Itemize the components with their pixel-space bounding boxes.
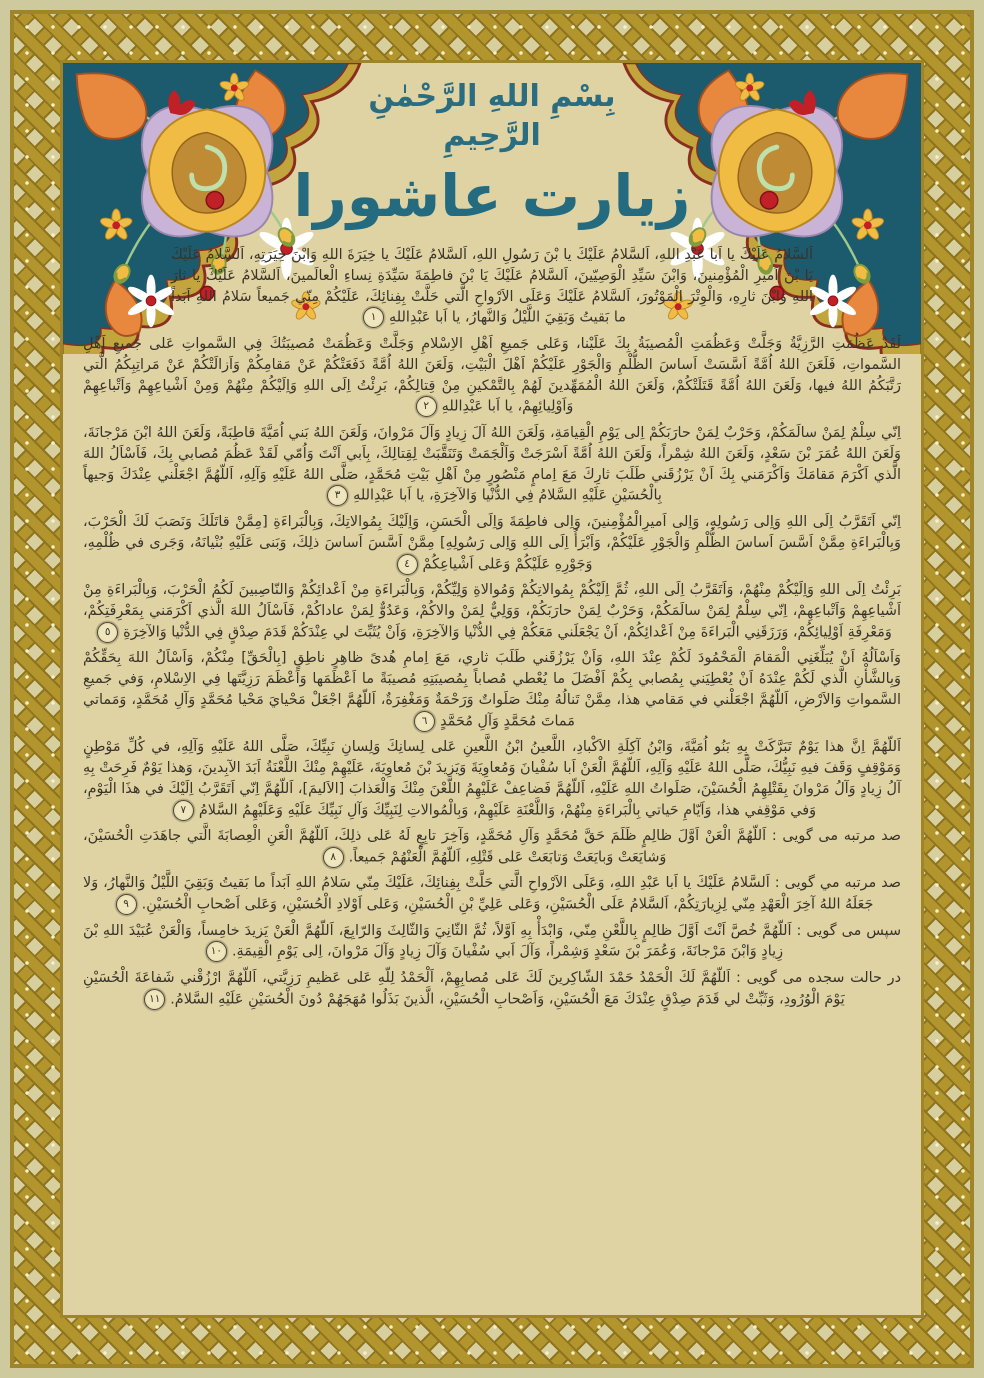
verse-number-badge: ٥ bbox=[97, 622, 118, 643]
ziyarat-paragraph-10 bbox=[83, 921, 901, 963]
paragraph-text: وَاَسْاَلُهُ اَنْ يُبَلِّغَنِي الْمَقامَ الْمَحْمُودَ لَكُمْ عِنْدَ اللهِ، وَاَنْ يَرْزُقَني طَلَبَ ثاري، مَعَ اِمامِ هُدىً ظاهِرٍ ناطِقٍ [بِالْحَقِّ] مِنْكُمْ، وَاَسْاَلُ اللهَ بِحَقِّكُمْ وَبِالشَّأْنِ الَّذي لَكُمْ عِنْدَهُ اَنْ يُعْطِيَني بِمُصابي بِكُمْ اَفْضَلَ ما يُعْطي مُصاباً بِمُصيبَتِهِ مُصيبَةً ما اَعْظَمَها وَاَعْظَمَ رَزِيَّتَها فِي الاِسْلامِ، وَفي جَميعِ السَّمواتِ وَالاَرْضِ، اَللّهُمَّ اجْعَلْني في مَقامي هذا، مِمَّنْ تَنالُهُ مِنْكَ صَلَواتٌ وَرَحْمَةٌ وَمَغْفِرَةٌ، اَللّهُمَّ اجْعَلْ مَحْيايَ مَحْيا مُحَمَّدٍ وَآلِ مُحَمَّدٍ، وَمَماتي مَماتَ مُحَمَّدٍ وَآلِ مُحَمَّدٍ bbox=[83, 650, 901, 730]
ziyarat-text bbox=[83, 245, 901, 1010]
ziyarat-paragraph-8 bbox=[83, 826, 901, 868]
instruction-label: در حالت سجده مى گويى : bbox=[736, 969, 901, 986]
ziyarat-paragraph-3 bbox=[83, 423, 901, 507]
page bbox=[60, 60, 924, 1318]
page-title: زيارت عاشورا bbox=[293, 162, 691, 230]
ziyarat-paragraph-7 bbox=[83, 737, 901, 821]
verse-number-badge: ١١ bbox=[144, 989, 165, 1010]
verse-number-badge: ٨ bbox=[323, 847, 344, 868]
verse-number-badge: ٣ bbox=[327, 485, 348, 506]
instruction-label: صد مرتبه مي گويى : bbox=[774, 875, 902, 892]
bismillah-calligraphy: بِسْمِ اللهِ الرَّحْمٰنِ الرَّحِيمِ bbox=[368, 79, 616, 153]
ziyarat-paragraph-2 bbox=[83, 334, 901, 418]
paragraph-text: لَقَدْ عَظُمَتِ الرَّزِيَّةُ وَجَلَّتْ وَعَظُمَتِ الْمُصيبَةُ بِكَ عَلَيْنا، وَعَلى جَميعِ اَهْلِ الاِسْلامِ وَجَلَّتْ وَعَظُمَتْ مُصيبَتُكَ فِي السَّمواتِ عَلى جَميعِ اَهْلِ السَّمواتِ، فَلَعَنَ اللهُ اُمَّةً اَسَّسَتْ اَساسَ الظُّلْمِ وَالْجَوْرِ عَلَيْكُمْ اَهْلَ الْبَيْتِ، وَلَعَنَ اللهُ اُمَّةً دَفَعَتْكُمْ عَنْ مَقامِكُمْ وَاَزالَتْكُمْ عَنْ مَراتِبِكُمُ الَّتي رَتَّبَكُمُ اللهُ فيها، وَلَعَنَ اللهُ اُمَّةً قَتَلَتْكُمْ، وَلَعَنَ اللهُ الْمُمَهِّدينَ لَهُمْ بِالتَّمْكينِ مِنْ قِتالِكُمْ، بَرِئْتُ اِلَى اللهِ وَاِلَيْكُمْ مِنْهُمْ وَمِنْ اَشْياعِهِمْ وَاَتْباعِهِمْ وَاَوْلِيائِهِمْ، يا اَبا عَبْدِاللهِ bbox=[83, 335, 901, 415]
instruction-label: صد مرتبه مى گويى : bbox=[771, 828, 901, 845]
paragraph-text: اَللّهُمَّ الْعَنْ اَوَّلَ ظالِمٍ ظَلَمَ حَقَّ مُحَمَّدٍ وَآلِ مُحَمَّدٍ، وَآخِرَ تابِعٍ لَهُ عَلى ذلِكَ، اَللّهُمَّ الْعَنِ الْعِصابَةَ الَّتي جاهَدَتِ الْحُسَيْنَ، وَشايَعَتْ وَبايَعَتْ وَتابَعَتْ عَلى قَتْلِهِ، اَللّهُمَّ الْعَنْهُمْ جَميعاً. bbox=[83, 828, 767, 866]
paragraph-text: اِنّي اَتَقَرَّبُ اِلَى اللهِ وَاِلى رَسُولِهِ، وَاِلى اَميرِالْمُؤْمِنينَ، وَاِلى فاطِمَةَ وَاِلَى الْحَسَنِ، وَاِلَيْكَ بِمُوالاتِكَ، وَبِالْبَراءَةِ [مِمَّنْ قاتَلَكَ وَنَصَبَ لَكَ الْحَرْبَ، وَبِالْبَراءَةِ مِمَّنْ اَسَّسَ اَساسَ الظُّلْمِ وَالْجَوْرِ عَلَيْكُمْ، وَاَبْرَأُ اِلَى اللهِ وَاِلى رَسُولِهِ] مِمَّنْ اَسَّسَ اَساسَ ذلِكَ، وَبَنى عَلَيْهِ بُنْيانَهُ، وَجَرى في ظُلْمِهِ، وَجَوْرِهِ عَلَيْكُمْ وَعَلى اَشْياعِكُمْ bbox=[83, 513, 901, 573]
paragraph-text: اَللّهُمَّ خُصَّ اَنْتَ اَوَّلَ ظالِمٍ بِاللَّعْنِ مِنّي، وَابْدَأْ بِهِ اَوَّلاً، ثُمَّ الثّانِيَ وَالثّالِثَ وَالرّابِعَ، اَللّهُمَّ الْعَنْ يَزيدَ خامِساً، وَالْعَنْ عُبَيْدَ اللهِ بْنَ زِيادٍ وَابْنَ مَرْجانَةَ، وَعُمَرَ بْنَ سَعْدٍ وَشِمْراً، وَآلَ اَبي سُفْيانَ وَآلَ زِيادٍ وَآلَ مَرْوانَ، اِلى يَوْمِ الْقِيمَةِ. bbox=[83, 922, 792, 960]
paragraph-text: اَللّهُمَّ لَكَ الْحَمْدُ حَمْدَ الشّاكِرينَ لَكَ عَلى مُصابِهِمْ، اَلْحَمْدُ لِلّهِ عَلى عَظيمِ رَزِيَّتي، اَللّهُمَّ ارْزُقْني شَفاعَةَ الْحُسَيْنِ يَوْمَ الْوُرُودِ، وَثَبِّتْ لي قَدَمَ صِدْقٍ عِنْدَكَ مَعَ الْحُسَيْنِ، وَاَصْحابِ الْحُسَيْنِ، الَّذينَ بَذَلُوا مُهَجَهُمْ دُونَ الْحُسَيْنِ عَلَيْهِ السَّلامُ. bbox=[83, 969, 845, 1008]
ziyarat-paragraph-11 bbox=[83, 968, 901, 1010]
paragraph-text: اِنّي سِلْمٌ لِمَنْ سالَمَكُمْ، وَحَرْبٌ لِمَنْ حارَبَكُمْ اِلى يَوْمِ الْقِيامَةِ، وَلَعَنَ اللهُ آلَ زِيادٍ وَآلَ مَرْوانَ، وَلَعَنَ اللهُ بَني اُمَيَّةَ قاطِبَةً، وَلَعَنَ اللهُ ابْنَ مَرْجانَةَ، وَلَعَنَ اللهُ عُمَرَ بْنَ سَعْدٍ، وَلَعَنَ اللهُ شِمْراً، وَلَعَنَ اللهُ اُمَّةً اَسْرَجَتْ وَاَلْجَمَتْ وَتَنَقَّبَتْ لِقِتالِكَ، بِاَبي اَنْتَ وَاُمّي لَقَدْ عَظُمَ مُصابي بِكَ، فَاَسْاَلُ اللهَ الَّذي اَكْرَمَ مَقامَكَ وَاَكْرَمَني بِكَ اَنْ يَرْزُقَني طَلَبَ ثارِكَ مَعَ اِمامٍ مَنْصُورٍ مِنْ اَهْلِ بَيْتِ مُحَمَّدٍ، صَلَّى اللهُ عَلَيْهِ وَآلِهِ، اَللّهُمَّ اجْعَلْني عِنْدَكَ وَجيهاً بِالْحُسَيْنِ عَلَيْهِ السَّلامُ فِي الدُّنْيا وَالآخِرَةِ، يا اَبا عَبْدِاللهِ bbox=[83, 424, 901, 504]
verse-number-badge: ٦ bbox=[414, 711, 435, 732]
paragraph-text: اَلسَّلامُ عَلَيْكَ يا اَبا عَبْدِ اللهِ، وَعَلَى الاَرْواحِ الَّتي حَلَّتْ بِفِنائِكَ، عَلَيْكَ مِنّي سَلامُ اللهِ اَبَداً ما بَقيتُ وَبَقِيَ اللَّيْلُ وَالنَّهارُ، وَلا جَعَلَهُ اللهُ آخِرَ الْعَهْدِ مِنّي لِزِيارَتِكُمْ، اَلسَّلامُ عَلَى الْحُسَيْنِ، وَعَلى عَلِيِّ بْنِ الْحُسَيْنِ، وَعَلى اَوْلادِ الْحُسَيْنِ، وَعَلى اَصْحابِ الْحُسَيْنِ. bbox=[83, 875, 874, 913]
ziyarat-paragraph-9 bbox=[83, 873, 901, 915]
verse-number-badge: ٤ bbox=[397, 554, 418, 575]
verse-number-badge: ٧ bbox=[173, 800, 194, 821]
ziyarat-paragraph-1 bbox=[83, 245, 901, 329]
verse-number-badge: ٩ bbox=[116, 894, 137, 915]
paragraph-text: اَللّهُمَّ اِنَّ هذا يَوْمٌ تَبَرَّكَتْ بِهِ بَنُو اُمَيَّةَ، وَابْنُ آكِلَةِ الاَكْبادِ، اللَّعينُ ابْنُ اللَّعينِ عَلى لِسانِكَ وَلِسانِ نَبِيِّكَ، صَلَّى اللهُ عَلَيْهِ وَآلِهِ، في كُلِّ مَوْطِنٍ وَمَوْقِفٍ وَقَفَ فيهِ نَبِيُّكَ، صَلَّى اللهُ عَلَيْهِ وَآلِهِ، اَللّهُمَّ الْعَنْ اَبا سُفْيانَ وَمُعاوِيَةَ وَيَزيدَ بْنَ مُعاوِيَةَ، عَلَيْهِمْ مِنْكَ اللَّعْنَةُ اَبَدَ الآبِدينَ، وَهذا يَوْمٌ فَرِحَتْ بِهِ آلُ زِيادٍ وَآلُ مَرْوانَ بِقَتْلِهِمُ الْحُسَيْنَ، صَلَواتُ اللهِ عَلَيْهِ، اَللّهُمَّ فَضاعِفْ عَلَيْهِمُ اللَّعْنَ مِنْكَ وَالْعَذابَ [الاَليمَ]، اَللّهُمَّ اِنّي اَتَقَرَّبُ اِلَيْكَ في هذَا الْيَوْمِ، وَفي مَوْقِفي هذا، وَاَيّامِ حَياتي بِالْبَراءَةِ مِنْهُمْ، وَاللَّعْنَةِ عَلَيْهِمْ، وَبِالْمُوالاتِ لِنَبِيِّكَ وَآلِ نَبِيِّكَ عَلَيْهِ وَعَلَيْهِمُ السَّلامُ bbox=[83, 739, 901, 819]
ziyarat-paragraph-5 bbox=[83, 580, 901, 643]
verse-number-badge: ٢ bbox=[416, 396, 437, 417]
ziyarat-paragraph-6 bbox=[83, 648, 901, 732]
instruction-label: سپس مى گويى : bbox=[796, 922, 902, 939]
verse-number-badge: ١٠ bbox=[206, 941, 227, 962]
paragraph-text: بَرِئْتُ اِلَى اللهِ وَاِلَيْكُمْ مِنْهُمْ، وَاَتَقَرَّبُ اِلَى اللهِ، ثُمَّ اِلَيْكُمْ بِمُوالاتِكُمْ وَمُوالاةِ وَلِيِّكُمْ، وَبِالْبَراءَةِ مِنْ اَعْدائِكُمْ وَالنّاصِبينَ لَكُمُ الْحَرْبَ، وَبِالْبَراءَةِ مِنْ اَشْياعِهِمْ وَاَتْباعِهِمْ، اِنّي سِلْمٌ لِمَنْ سالَمَكُمْ، وَحَرْبٌ لِمَنْ حارَبَكُمْ، وَوَلِيٌّ لِمَنْ والاكُمْ، وَعَدُوٌّ لِمَنْ عاداكُمْ، فَاَسْاَلُ اللهَ الَّذي اَكْرَمَني بِمَعْرِفَتِكُمْ، وَمَعْرِفَةِ اَوْلِيائِكُمْ، وَرَزَقَنِي الْبَراءَةَ مِنْ اَعْدائِكُمْ، اَنْ يَجْعَلَني مَعَكُمْ فِي الدُّنْيا وَالآخِرَةِ، وَاَنْ يُثَبِّتَ لي عِنْدَكُمْ قَدَمَ صِدْقٍ فِي الدُّنْيا وَالآخِرَةِ bbox=[83, 581, 901, 641]
verse-number-badge: ١ bbox=[363, 307, 384, 328]
header bbox=[63, 77, 921, 229]
ziyarat-paragraph-4 bbox=[83, 512, 901, 575]
paragraph-text: اَلسَّلامُ عَلَيْكَ يا اَبا عَبْدِ اللهِ، اَلسَّلامُ عَلَيْكَ يا بْنَ رَسُولِ اللهِ، اَلسَّلامُ عَلَيْكَ يا خِيَرَةَ اللهِ وَابْنَ خِيَرَتِهِ، اَلسَّلامُ عَلَيْكَ يَا بْنَ اَميرِ الْمُؤْمِنينَ، وَابْنَ سَيِّدِ الْوَصِيّينَ، اَلسَّلامُ عَلَيْكَ يَا بْنَ فاطِمَةَ سَيِّدَةِ نِساءِ الْعالَمينَ، اَلسَّلامُ عَلَيْكَ يا ثارَ اللهِ وَابْنَ ثارِهِ، وَالْوِتْرَ الْمَوْتُورَ، اَلسَّلامُ عَلَيْكَ وَعَلَى الاَرْواحِ الَّتي حَلَّتْ بِفِنائِكَ، عَلَيْكُمْ مِنّي جَميعاً سَلامُ اللهِ اَبَداً ما بَقيتُ وَبَقِيَ اللَّيْلُ وَالنَّهارُ، يا اَبا عَبْدِاللهِ bbox=[171, 246, 813, 326]
